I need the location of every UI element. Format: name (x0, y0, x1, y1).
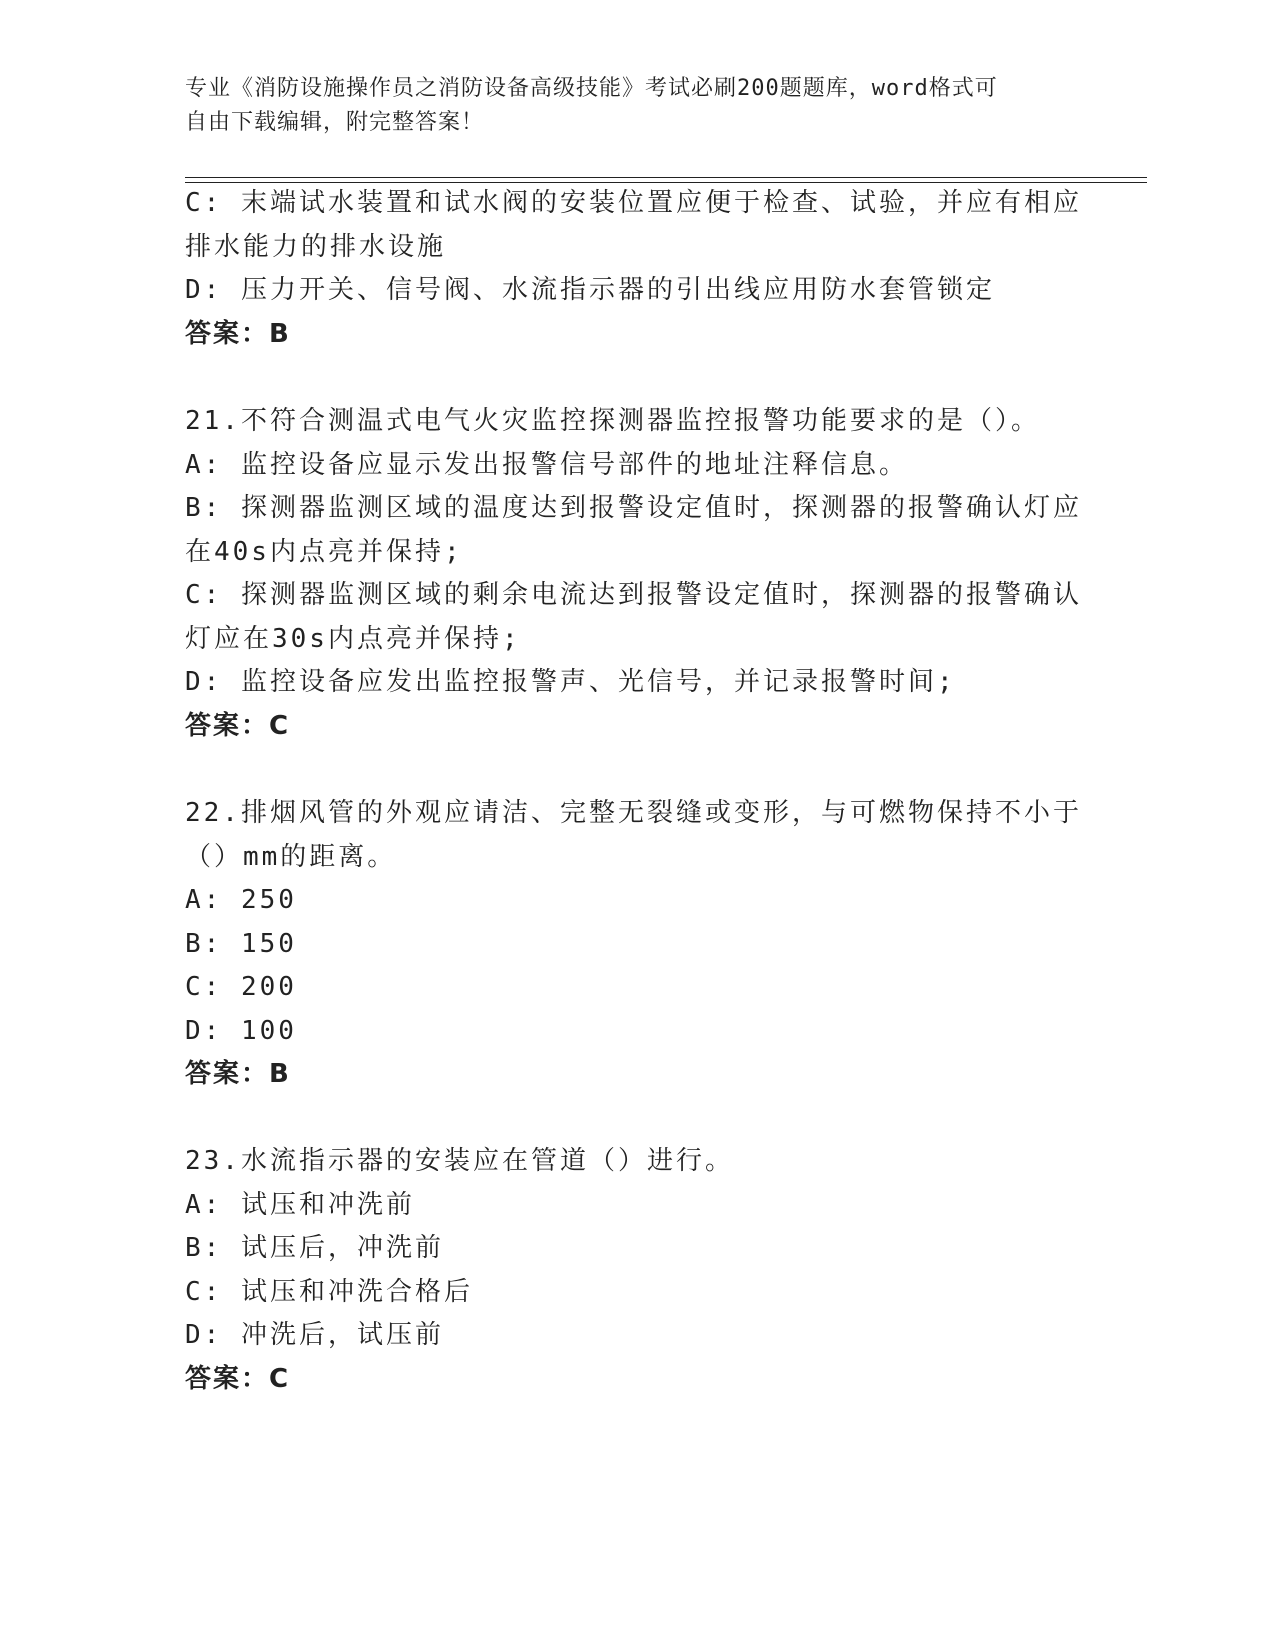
q22-option-d: D: 100 (185, 1016, 297, 1046)
q21-option-a: A: 监控设备应显示发出报警信号部件的地址注释信息。 (185, 450, 908, 480)
q22-question-line-1: 22.排烟风管的外观应请洁、完整无裂缝或变形，与可燃物保持不小于 (185, 798, 1082, 828)
q23-option-d: D: 冲洗后，试压前 (185, 1320, 444, 1350)
q22-answer: 答案：B (185, 1059, 291, 1089)
q21-question: 21.不符合测温式电气火灾监控探测器监控报警功能要求的是（）。 (185, 406, 1040, 436)
q23-answer: 答案：C (185, 1364, 291, 1394)
document-header (185, 72, 1065, 140)
q20-answer: 答案：B (185, 319, 291, 349)
q21-option-c-line-2: 灯应在30s内点亮并保持; (185, 624, 521, 654)
q21-answer: 答案：C (185, 711, 291, 741)
q22-option-b: B: 150 (185, 929, 297, 959)
q22-option-a: A: 250 (185, 885, 297, 915)
q23-option-c: C: 试压和冲洗合格后 (185, 1277, 473, 1307)
header-title-line-2: 自由下载编辑，附完整答案！ (185, 110, 485, 135)
header-divider-bottom (185, 182, 1147, 183)
header-divider-top (185, 177, 1147, 178)
q21-option-b-line-1: B: 探测器监测区域的温度达到报警设定值时，探测器的报警确认灯应 (185, 493, 1082, 523)
q23-option-a: A: 试压和冲洗前 (185, 1190, 415, 1220)
q21-option-c-line-1: C: 探测器监测区域的剩余电流达到报警设定值时，探测器的报警确认 (185, 580, 1082, 610)
q20-option-c-line-2: 排水能力的排水设施 (185, 232, 447, 262)
q22-option-c: C: 200 (185, 972, 297, 1002)
q23-question: 23.水流指示器的安装应在管道（）进行。 (185, 1146, 734, 1176)
q20-option-d: D: 压力开关、信号阀、水流指示器的引出线应用防水套管锁定 (185, 275, 995, 305)
q23-option-b: B: 试压后，冲洗前 (185, 1233, 444, 1263)
header-title-line-1: 专业《消防设施操作员之消防设备高级技能》考试必刷200题题库，word格式可 (185, 76, 998, 101)
q21-option-d: D: 监控设备应发出监控报警声、光信号，并记录报警时间; (185, 667, 956, 697)
q20-option-c-line-1: C: 末端试水装置和试水阀的安装位置应便于检查、试验，并应有相应 (185, 188, 1082, 218)
q21-option-b-line-2: 在40s内点亮并保持; (185, 537, 463, 567)
q22-question-line-2: （）mm的距离。 (185, 842, 397, 872)
